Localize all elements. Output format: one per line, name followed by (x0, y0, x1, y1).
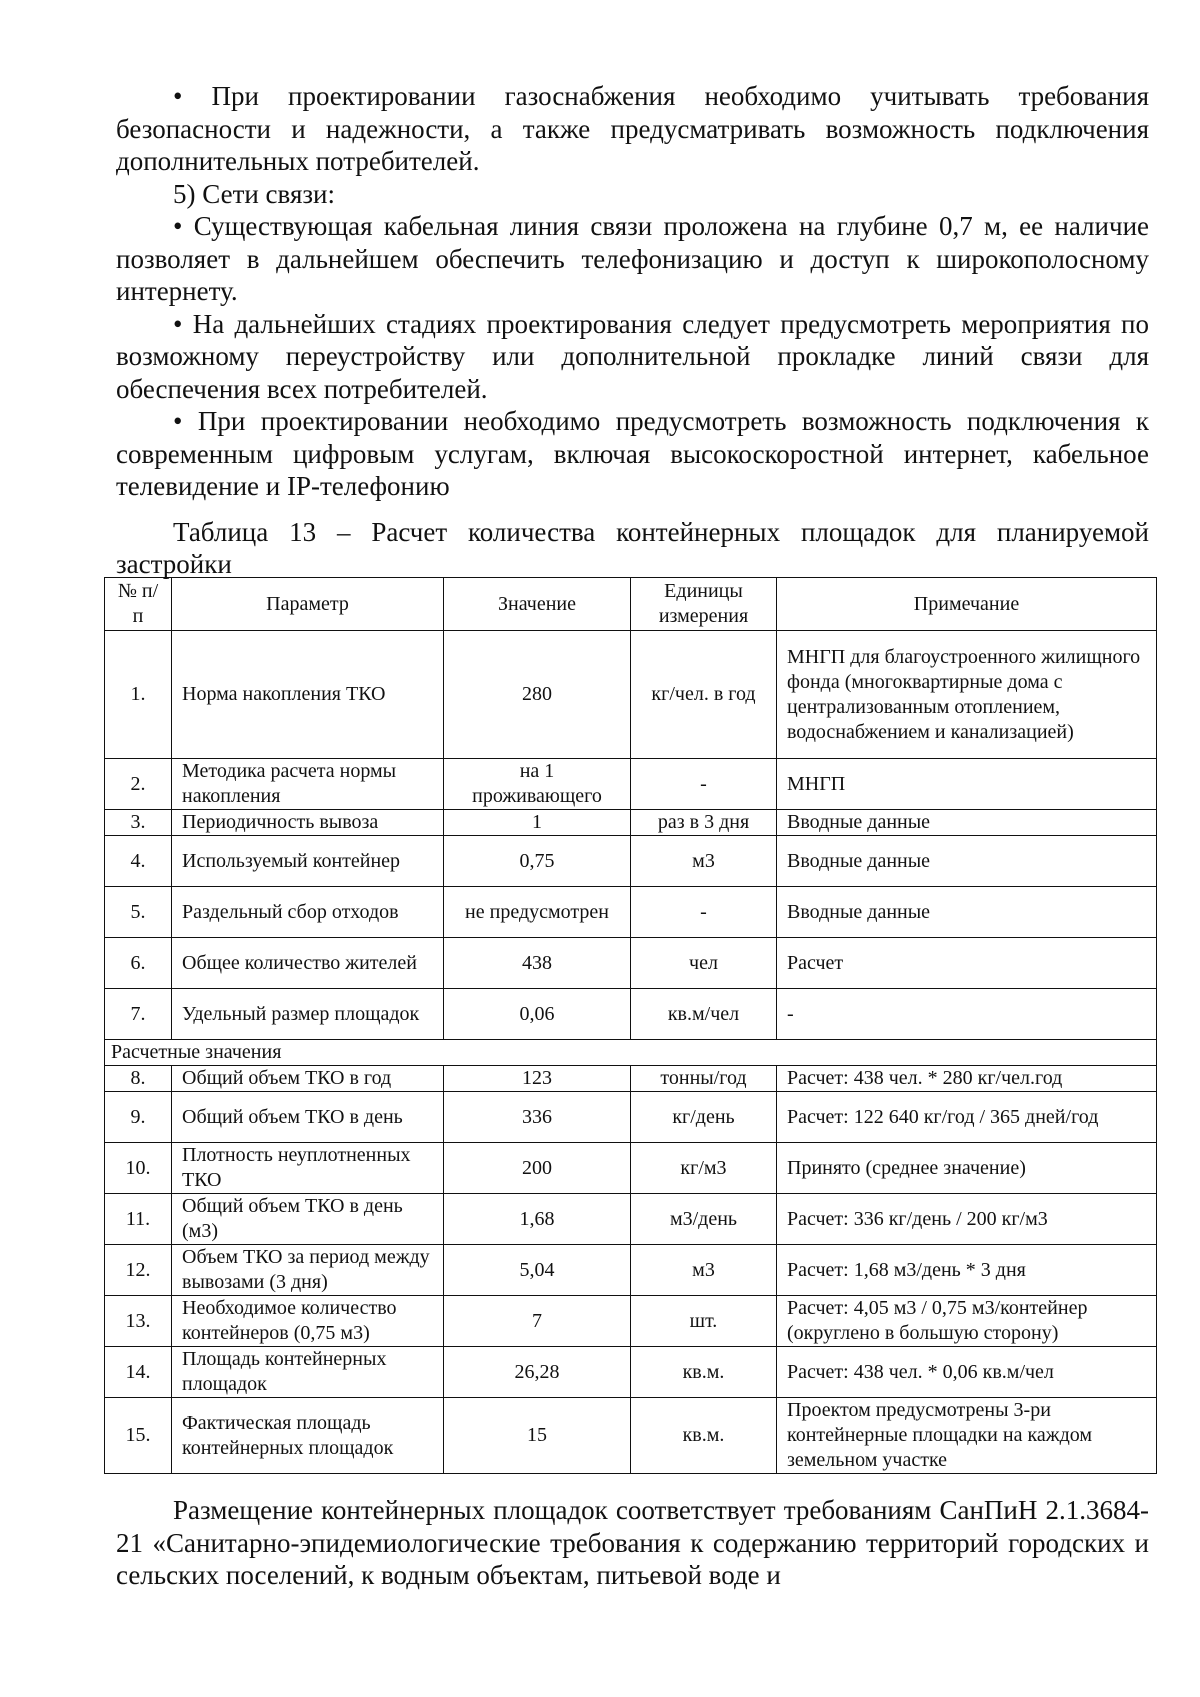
cell-parameter: Удельный размер площадок (172, 989, 444, 1040)
cell-number: 8. (105, 1066, 172, 1092)
table-header-row (105, 578, 1157, 631)
cell-value: 336 (444, 1092, 631, 1143)
cell-note: Расчет: 4,05 м3 / 0,75 м3/контейнер (округлено в большую сторону) (777, 1296, 1157, 1347)
cell-number: 2. (105, 759, 172, 810)
paragraph-digital-services: • При проектировании необходимо предусмотреть возможность подключения к современным цифровым услугам, включая высокоскоростной интернет, кабельное телевидение и IP-телефонию (116, 406, 1149, 501)
cell-value: на 1 проживающего (444, 759, 631, 810)
cell-value: 5,04 (444, 1245, 631, 1296)
cell-units: раз в 3 дня (631, 810, 777, 836)
body-text-top (116, 80, 1149, 503)
table-row (105, 1347, 1157, 1398)
cell-note: Вводные данные (777, 836, 1157, 887)
cell-note: Расчет: 438 чел. * 280 кг/чел.год (777, 1066, 1157, 1092)
cell-units: кв.м/чел (631, 989, 777, 1040)
paragraph-sanpin: Размещение контейнерных площадок соответствует требованиям СанПиН 2.1.3684-21 «Санитарно-эпидемиологические требования к содержанию территорий городских и сельских поселений, к водным объектам, питьевой воде и (116, 1495, 1149, 1590)
paragraph-cable-line: • Существующая кабельная линия связи проложена на глубине 0,7 м, ее наличие позволяет в дальнейшем обеспечить телефонизацию и доступ к широкополосному интернету. (116, 211, 1149, 306)
cell-number: 14. (105, 1347, 172, 1398)
cell-value: 15 (444, 1398, 631, 1474)
cell-parameter: Общее количество жителей (172, 938, 444, 989)
header-parameter: Параметр (172, 578, 444, 631)
cell-parameter: Плотность неуплотненных ТКО (172, 1143, 444, 1194)
table-caption (116, 516, 1149, 580)
cell-note: Вводные данные (777, 887, 1157, 938)
cell-parameter: Объем ТКО за период между вывозами (3 дня) (172, 1245, 444, 1296)
table-row (105, 836, 1157, 887)
section-label: Расчетные значения (105, 1040, 1157, 1066)
cell-value: 1,68 (444, 1194, 631, 1245)
cell-number: 13. (105, 1296, 172, 1347)
cell-units: кв.м. (631, 1347, 777, 1398)
cell-parameter: Методика расчета нормы накопления (172, 759, 444, 810)
table-caption-text: Таблица 13 – Расчет количества контейнерных площадок для планируемой застройки (116, 517, 1149, 579)
table-row (105, 759, 1157, 810)
body-text-bottom (116, 1494, 1149, 1592)
header-units: Единицы измерения (631, 578, 777, 631)
table-row (105, 1245, 1157, 1296)
cell-note: Вводные данные (777, 810, 1157, 836)
cell-parameter: Общий объем ТКО в день (м3) (172, 1194, 444, 1245)
cell-number: 6. (105, 938, 172, 989)
cell-units: м3 (631, 1245, 777, 1296)
cell-parameter: Норма накопления ТКО (172, 631, 444, 759)
cell-number: 15. (105, 1398, 172, 1474)
table-row (105, 1398, 1157, 1474)
table-row (105, 1066, 1157, 1092)
cell-parameter: Необходимое количество контейнеров (0,75 м3) (172, 1296, 444, 1347)
cell-value: 0,75 (444, 836, 631, 887)
cell-parameter: Общий объем ТКО в день (172, 1092, 444, 1143)
cell-value: 438 (444, 938, 631, 989)
cell-number: 5. (105, 887, 172, 938)
cell-number: 1. (105, 631, 172, 759)
cell-number: 3. (105, 810, 172, 836)
cell-units: м3 (631, 836, 777, 887)
table-row (105, 1143, 1157, 1194)
section-row (105, 1040, 1157, 1066)
table-body (105, 631, 1157, 1474)
cell-parameter: Периодичность вывоза (172, 810, 444, 836)
cell-parameter: Площадь контейнерных площадок (172, 1347, 444, 1398)
paragraph-gas-safety: • При проектировании газоснабжения необходимо учитывать требования безопасности и надежности, а также предусматривать возможность подключения дополнительных потребителей. (116, 81, 1149, 176)
table-row (105, 1092, 1157, 1143)
table-row (105, 810, 1157, 836)
cell-number: 10. (105, 1143, 172, 1194)
cell-parameter: Общий объем ТКО в год (172, 1066, 444, 1092)
cell-note: Расчет (777, 938, 1157, 989)
table-row (105, 1194, 1157, 1245)
cell-note: МНГП (777, 759, 1157, 810)
table-row (105, 1296, 1157, 1347)
table-row (105, 989, 1157, 1040)
cell-number: 12. (105, 1245, 172, 1296)
header-value: Значение (444, 578, 631, 631)
cell-units: м3/день (631, 1194, 777, 1245)
cell-note: Расчет: 336 кг/день / 200 кг/м3 (777, 1194, 1157, 1245)
cell-units: чел (631, 938, 777, 989)
cell-value: не предусмотрен (444, 887, 631, 938)
table-row (105, 938, 1157, 989)
cell-number: 4. (105, 836, 172, 887)
cell-note: Проектом предусмотрены 3-ри контейнерные площадки на каждом земельном участке (777, 1398, 1157, 1474)
paragraph-comm-heading: 5) Сети связи: (173, 178, 335, 209)
cell-number: 11. (105, 1194, 172, 1245)
cell-units: шт. (631, 1296, 777, 1347)
header-number: № п/п (105, 578, 172, 631)
cell-units: тонны/год (631, 1066, 777, 1092)
cell-value: 7 (444, 1296, 631, 1347)
cell-value: 200 (444, 1143, 631, 1194)
table-row (105, 887, 1157, 938)
cell-units: кг/день (631, 1092, 777, 1143)
cell-units: - (631, 759, 777, 810)
cell-units: кг/чел. в год (631, 631, 777, 759)
cell-value: 1 (444, 810, 631, 836)
container-sites-table (104, 577, 1157, 1474)
cell-value: 26,28 (444, 1347, 631, 1398)
cell-parameter: Раздельный сбор отходов (172, 887, 444, 938)
cell-number: 9. (105, 1092, 172, 1143)
cell-value: 280 (444, 631, 631, 759)
cell-units: - (631, 887, 777, 938)
cell-parameter: Фактическая площадь контейнерных площадок (172, 1398, 444, 1474)
cell-note: - (777, 989, 1157, 1040)
table-row (105, 631, 1157, 759)
cell-value: 0,06 (444, 989, 631, 1040)
paragraph-further-stages: • На дальнейших стадиях проектирования следует предусмотреть мероприятия по возможному переустройству или дополнительной прокладке линий связи для обеспечения всех потребителей. (116, 308, 1149, 404)
cell-parameter: Используемый контейнер (172, 836, 444, 887)
cell-note: МНГП для благоустроенного жилищного фонда (многоквартирные дома с централизованным отоплением, водоснабжением и канализацией) (777, 631, 1157, 759)
cell-units: кг/м3 (631, 1143, 777, 1194)
cell-note: Принято (среднее значение) (777, 1143, 1157, 1194)
cell-note: Расчет: 122 640 кг/год / 365 дней/год (777, 1092, 1157, 1143)
cell-note: Расчет: 1,68 м3/день * 3 дня (777, 1245, 1157, 1296)
cell-number: 7. (105, 989, 172, 1040)
header-note: Примечание (777, 578, 1157, 631)
cell-note: Расчет: 438 чел. * 0,06 кв.м/чел (777, 1347, 1157, 1398)
cell-units: кв.м. (631, 1398, 777, 1474)
cell-value: 123 (444, 1066, 631, 1092)
